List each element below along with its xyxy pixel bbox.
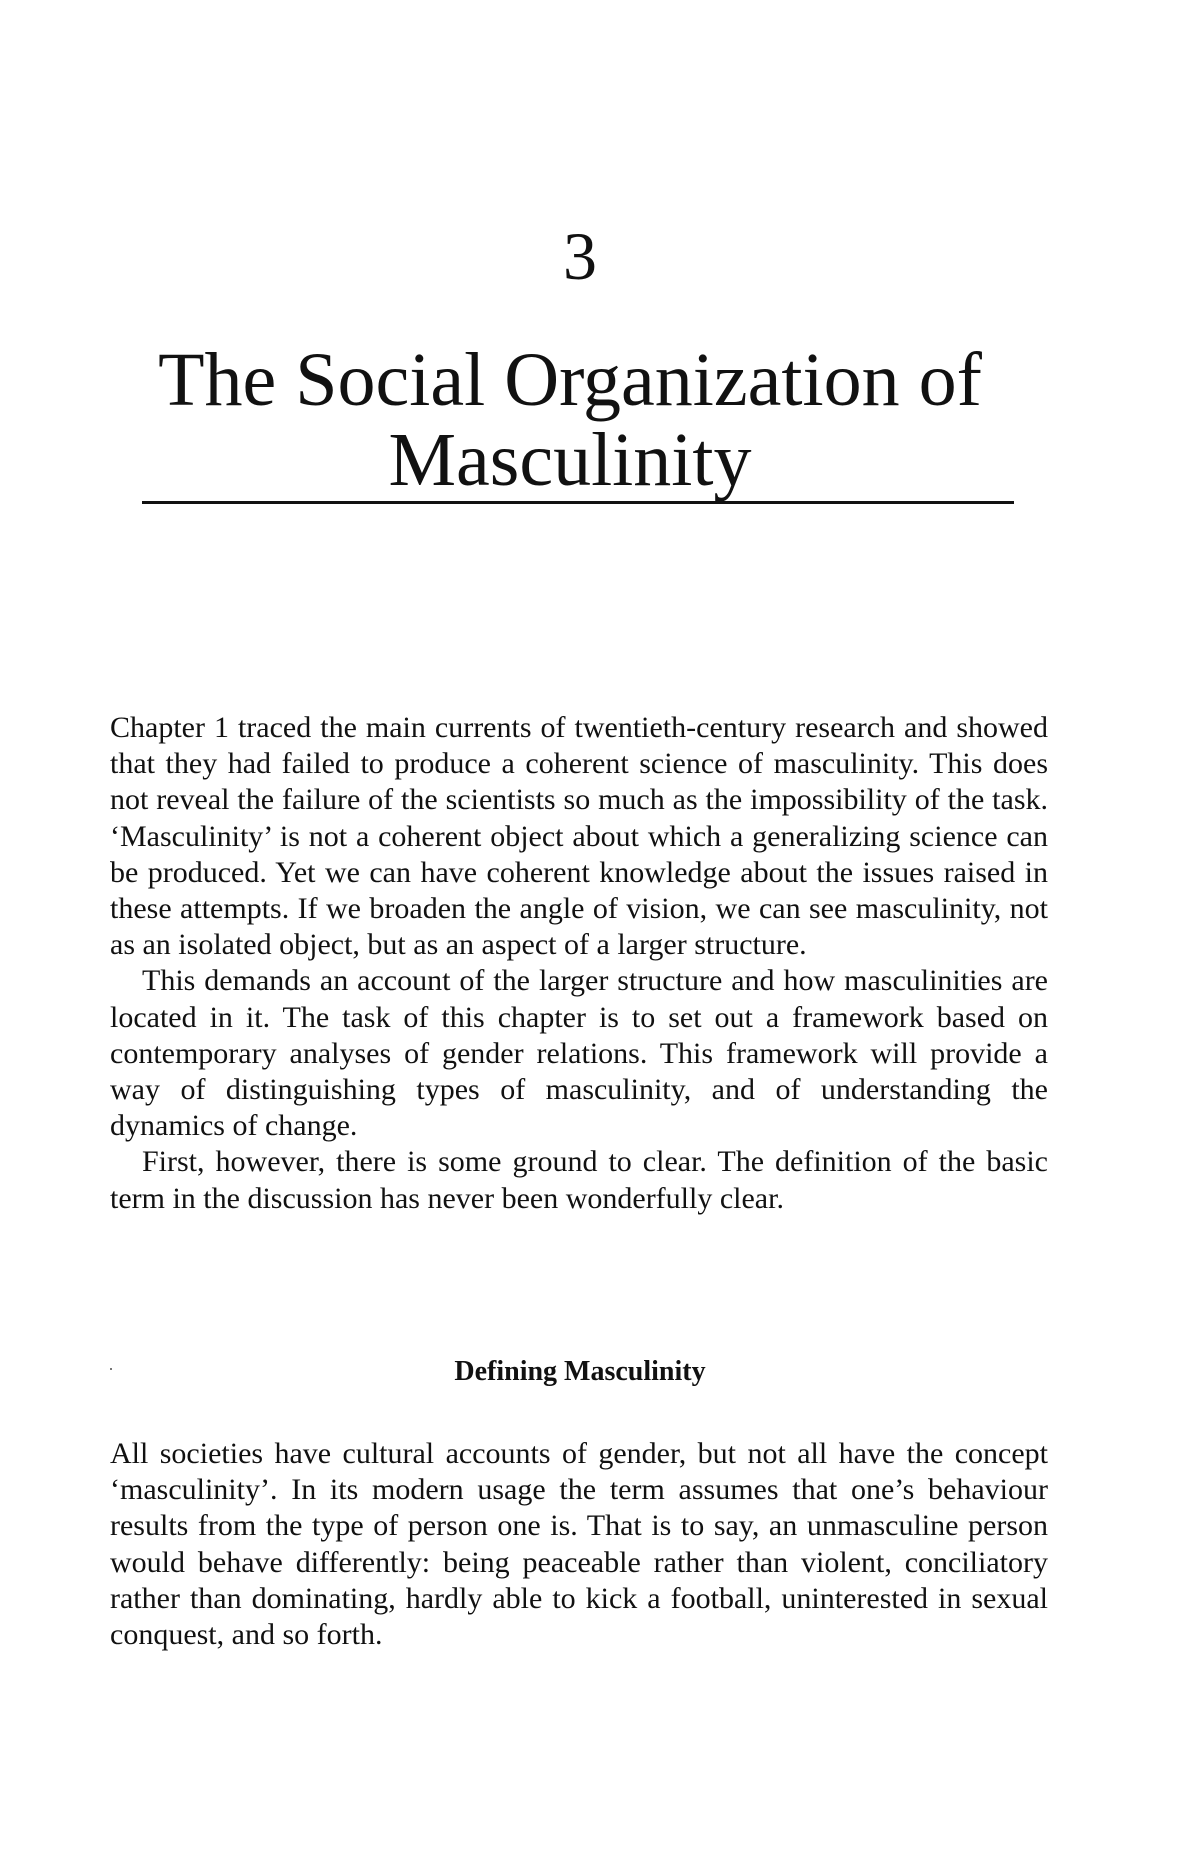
- chapter-number: 3: [563, 218, 597, 294]
- chapter-title: The Social Organization of Masculinity: [158, 338, 982, 502]
- intro-paragraph-2: This demands an account of the larger structure and how masculinities are located in it. The task of this chapter is to set out a framework based on contemporary analyses of gender relations. This framework will provide a way of distinguishing types of masculinity, and of understanding the dynamics of change.: [110, 964, 1048, 1143]
- intro-paragraph-1: Chapter 1 traced the main currents of twentieth-century research and showed that they had failed to produce a coherent science of masculinity. This does not reveal the failure of the scientists so much as the impossibility of the task. ‘Masculinity’ is not a coherent object about which a generalizing science can be produced. Yet we can have coherent knowledge about the issues raised in these attempts. If we broaden the angle of vision, we can see masculinity, not as an isolated object, but as an aspect of a larger structure.: [110, 711, 1048, 962]
- section-paragraph-1: All societies have cultural accounts of gender, but not all have the concept ‘masculinity’. In its modern usage the term assumes that one’s behaviour results from the type of person one is. That is to say, an unmasculine person would behave differently: being peaceable rather than violent, conciliatory rather than dominating, hardly able to kick a football, uninterested in sexual conquest, and so forth.: [110, 1437, 1048, 1652]
- section-body: [110, 1436, 1048, 1653]
- chapter-intro: [110, 710, 1048, 1217]
- section-heading: Defining Masculinity: [454, 1356, 706, 1387]
- title-divider: [142, 501, 1014, 504]
- intro-paragraph-3: First, however, there is some ground to clear. The definition of the basic term in the discussion has never been wonderfully clear.: [110, 1145, 1048, 1215]
